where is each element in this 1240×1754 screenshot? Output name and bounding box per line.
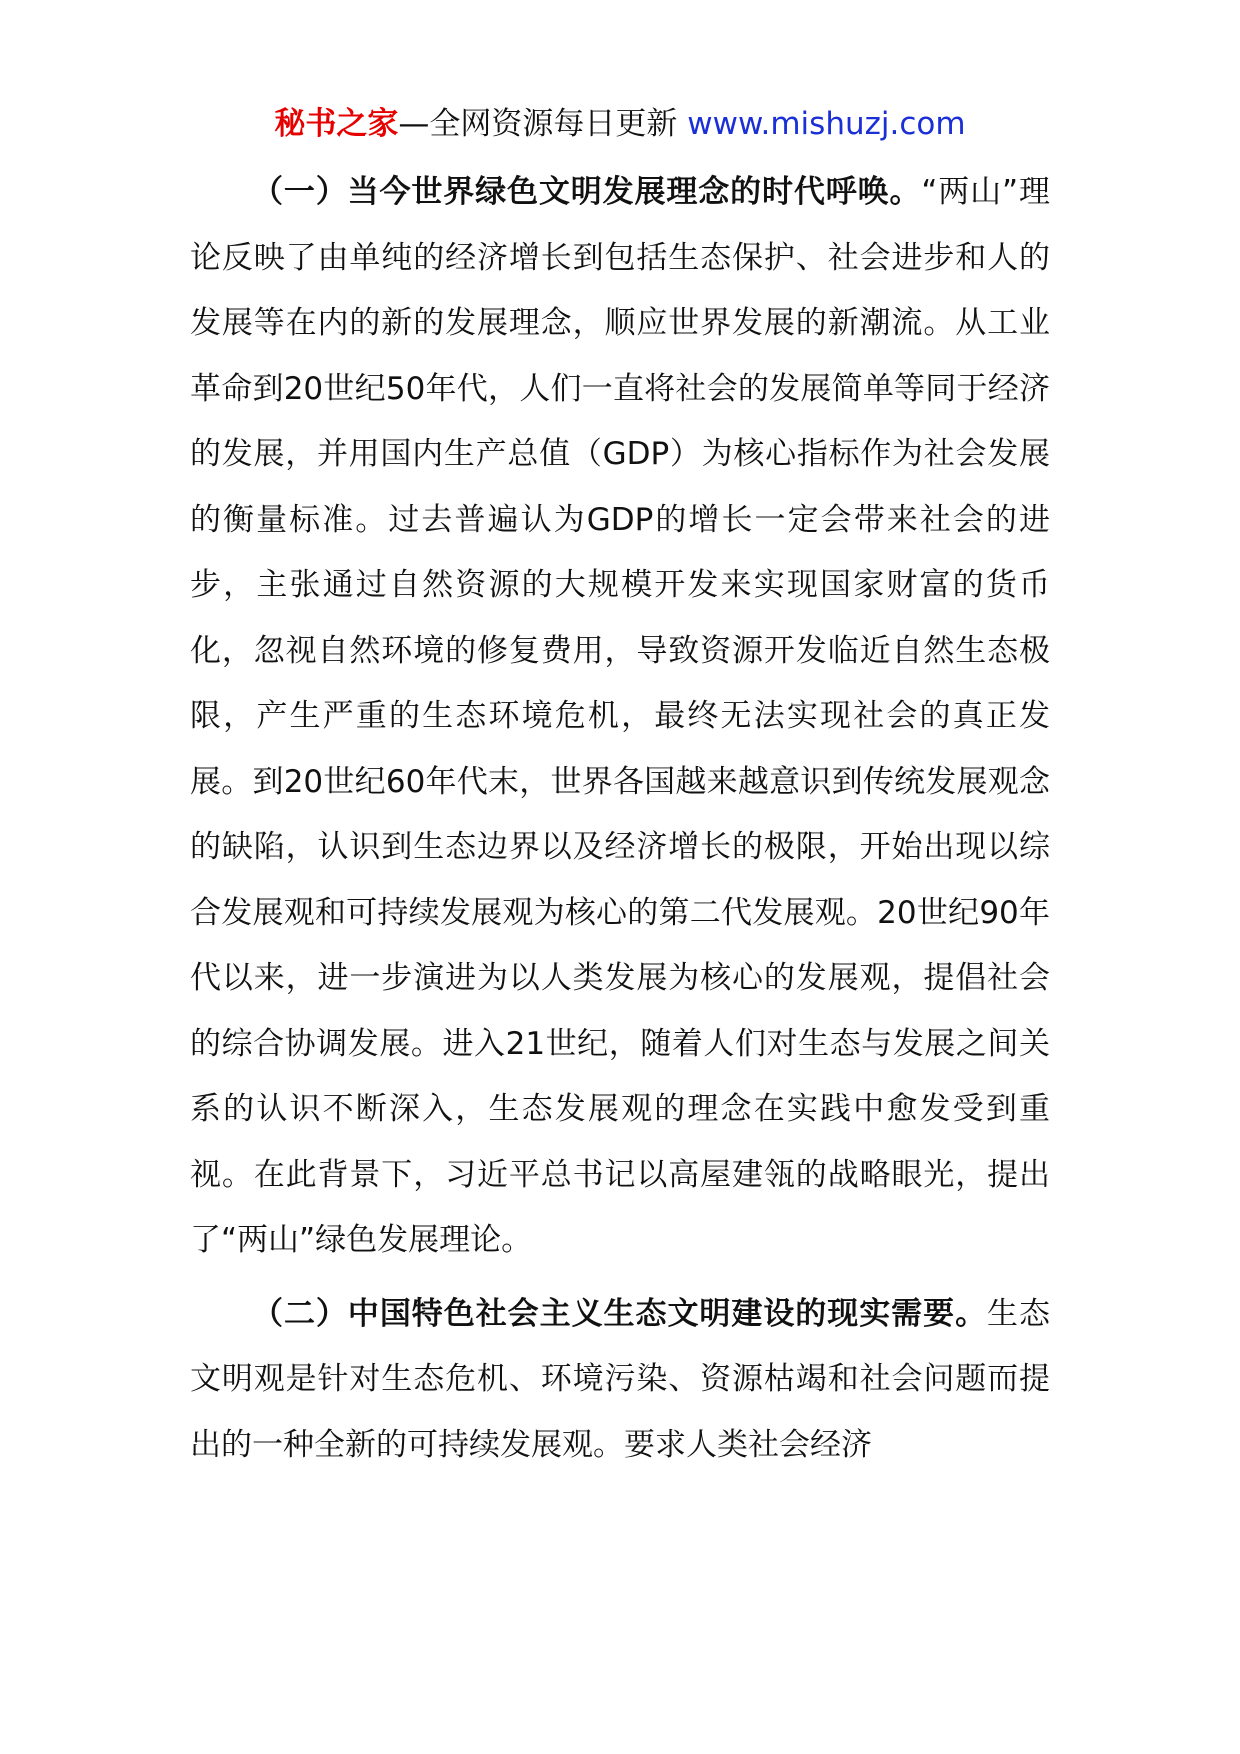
paragraph-1-text: “两山”理论反映了由单纯的经济增长到包括生态保护、社会进步和人的发展等在内的新的发展理念，顺应世界发展的新潮流。从工业革命到20世纪50年代，人们一直将社会的发展简单等同于经济的发展，并用国内生产总值（GDP）为核心指标作为社会发展的衡量标准。过去普遍认为GDP的增长一定会带来社会的进步，主张通过自然资源的大规模开发来实现国家财富的货币化，忽视自然环境的修复费用，导致资源开发临近自然生态极限，产生严重的生态环境危机，最终无法实现社会的真正发展。到20世纪60年代末，世界各国越来越意识到传统发展观念的缺陷，认识到生态边界以及经济增长的极限，开始出现以综合发展观和可持续发展观为核心的第二代发展观。20世纪90年代以来，进一步演进为以人类发展为核心的发展观，提倡社会的综合协调发展。进入21世纪，随着人们对生态与发展之间关系的认识不断深入，生态发展观的理念在实践中愈发受到重视。在此背景下，习近平总书记以高屋建瓴的战略眼光，提出了“两山”绿色发展理论。 <box>190 174 1050 1258</box>
paragraph-1 <box>190 160 1050 1274</box>
site-tagline: —全网资源每日更新 <box>398 106 678 142</box>
document-body <box>190 160 1050 1478</box>
section-heading-1: （一）当今世界绿色文明发展理念的时代呼唤。 <box>252 174 922 210</box>
site-brand: 秘书之家 <box>274 106 399 142</box>
paragraph-2 <box>190 1282 1050 1479</box>
site-url-link[interactable]: www.mishuzj.com <box>687 106 966 142</box>
site-header <box>0 104 1240 144</box>
section-heading-2: （二）中国特色社会主义生态文明建设的现实需要。 <box>252 1295 988 1332</box>
paragraph-2-text: 生态文明观是针对生态危机、环境污染、资源枯竭和社会问题而提出的一种全新的可持续发展观。要求人类社会经济 <box>190 1295 1051 1463</box>
